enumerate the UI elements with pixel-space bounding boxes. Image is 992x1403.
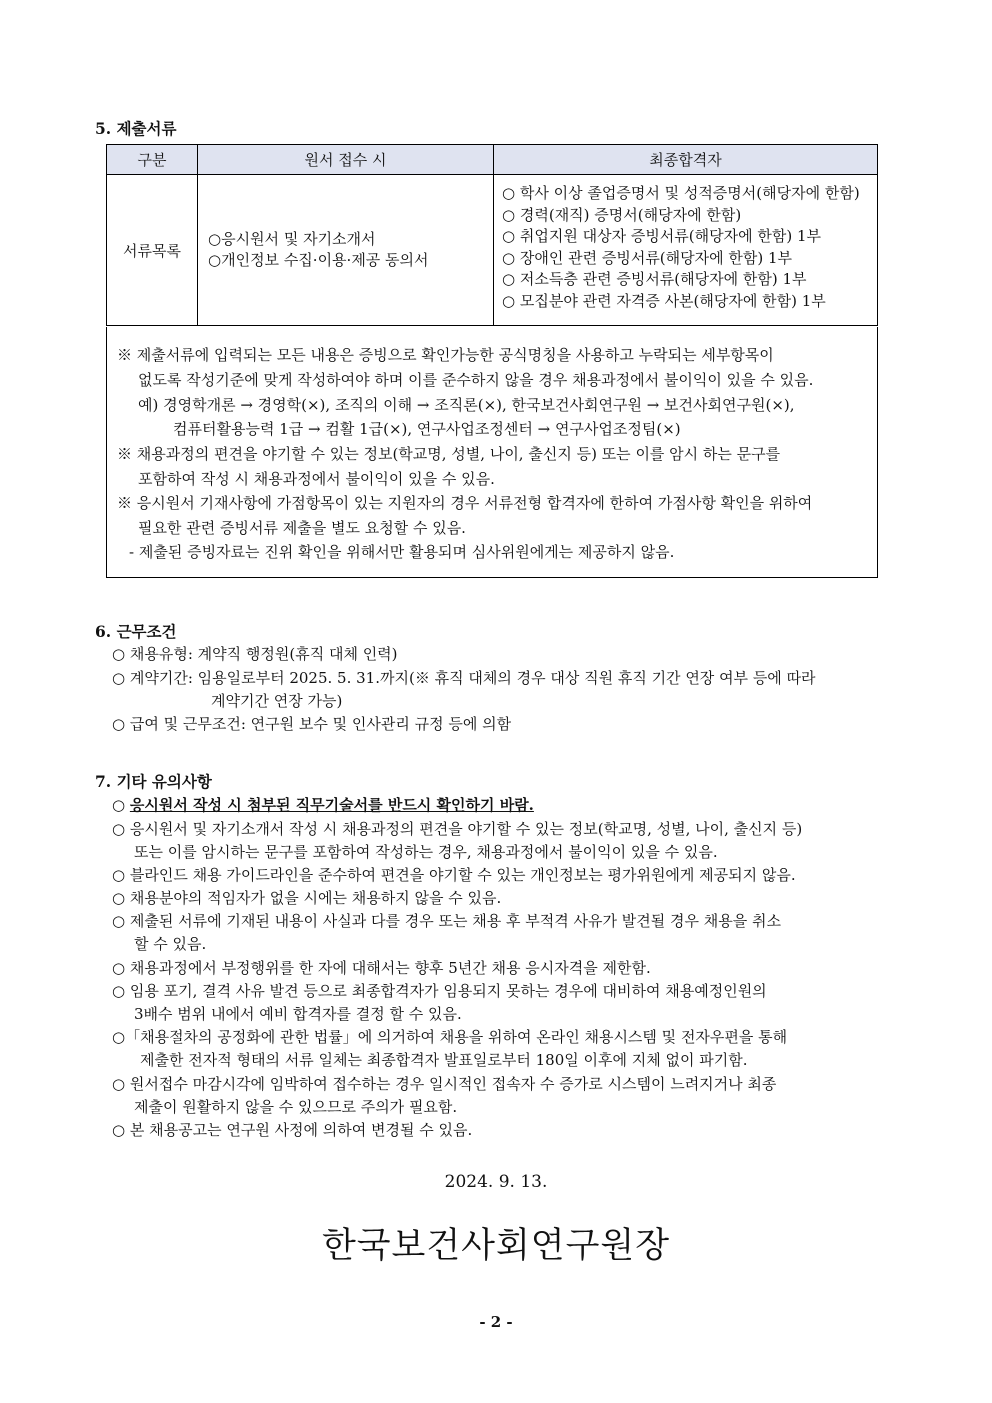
note-line: ※ 제출서류에 입력되는 모든 내용은 증빙으로 확인가능한 공식명칭을 사용하고 누락되는 세부항목이: [117, 346, 774, 364]
note-line: 필요한 관련 증빙서류 제출을 별도 요청할 수 있음.: [138, 519, 466, 537]
final-item: ○ 경력(재직) 증명서(해당자에 한함): [502, 205, 742, 224]
note-line: - 제출된 증빙자료는 진위 확인을 위해서만 활용되며 심사위원에게는 제공하지 않음.: [129, 543, 675, 561]
final-item: ○ 학사 이상 졸업증명서 및 성적증명서(해당자에 한함): [502, 184, 860, 202]
notice-item: ○「채용절차의 공정화에 관한 법률」에 의거하여 채용을 위하여 온라인 채용시스템 및 전자우편을 통해: [112, 1028, 788, 1046]
notice-item-continued: 3배수 범위 내에서 예비 합격자를 결정 할 수 있음.: [134, 1005, 462, 1023]
note-line: ※ 채용과정의 편견을 야기할 수 있는 정보(학교명, 성별, 나이, 출신지 등) 또는 이를 암시 하는 문구를: [117, 445, 781, 463]
final-item: ○ 모집분야 관련 자격증 사본(해당자에 한함) 1부: [502, 291, 826, 310]
notice-item-continued: 제출이 원활하지 않을 수 있으므로 주의가 필요함.: [134, 1098, 458, 1116]
final-item: ○ 장애인 관련 증빙서류(해당자에 한함) 1부: [502, 248, 793, 267]
final-item: ○ 저소득층 관련 증빙서류(해당자에 한함) 1부: [502, 270, 807, 288]
note-line: 컴퓨터활용능력 1급 → 컴활 1급(×), 연구사업조정센터 → 연구사업조정팀(×): [173, 420, 681, 438]
section-7-title: 7. 기타 유의사항: [95, 772, 212, 791]
table-header-category: 구분: [107, 145, 198, 175]
notice-item: ○ 임용 포기, 결격 사유 발견 등으로 최종합격자가 임용되지 못하는 경우에 대비하여 채용예정인원의: [112, 982, 767, 1000]
table-header-application: 원서 접수 시: [198, 145, 494, 175]
condition-item: ○ 계약기간: 임용일로부터 2025. 5. 31.까지(※ 휴직 대체의 경우 대상 직원 휴직 기간 연장 여부 등에 따라: [112, 669, 816, 687]
note-line: 없도록 작성기준에 맞게 작성하여야 하며 이를 준수하지 않을 경우 채용과정에서 불이익이 있을 수 있음.: [138, 371, 814, 389]
notice-item: ○ 블라인드 채용 가이드라인을 준수하여 편견을 야기할 수 있는 개인정보는 평가위원에게 제공되지 않음.: [112, 866, 796, 884]
section-6: [95, 620, 895, 642]
notice-item-continued: 할 수 있음.: [134, 935, 207, 953]
application-item: ○응시원서 및 자기소개서: [208, 229, 376, 248]
documents-table: [106, 144, 878, 326]
application-item: ○개인정보 수집·이용·제공 동의서: [208, 251, 429, 269]
notice-item: ○ 원서접수 마감시각에 임박하여 접수하는 경우 일시적인 접속자 수 증가로 시스템이 느려지거나 최종: [112, 1075, 777, 1093]
section-7: [95, 770, 895, 792]
notes-box: [106, 327, 878, 578]
notice-item-continued: 또는 이를 암시하는 문구를 포함하여 작성하는 경우, 채용과정에서 불이익이 있을 수 있음.: [134, 843, 718, 861]
page-number: - 2 -: [479, 1313, 513, 1331]
notice-item-continued: 제출한 전자적 형태의 서류 일체는 최종합격자 발표일로부터 180일 이후에 지체 없이 파기함.: [140, 1051, 748, 1069]
announcement-date: 2024. 9. 13.: [444, 1172, 548, 1192]
row-label: 서류목록: [107, 175, 198, 326]
notice-item: ○ 채용과정에서 부정행위를 한 자에 대해서는 향후 5년간 채용 응시자격을 제한함.: [112, 959, 651, 977]
condition-item-continued: 계약기간 연장 가능): [211, 692, 343, 710]
notice-item: ○ 응시원서 및 자기소개서 작성 시 채용과정의 편견을 야기할 수 있는 정보(학교명, 성별, 나이, 출신지 등): [112, 820, 803, 838]
emphasis-text: 응시원서 작성 시 첨부된 직무기술서를 반드시 확인하기 바람.: [129, 796, 534, 814]
organization-signature: 한국보건사회연구원장: [321, 1226, 671, 1266]
final-item: ○ 취업지원 대상자 증빙서류(해당자에 한함) 1부: [502, 227, 821, 245]
application-documents: [198, 175, 494, 326]
condition-item: ○ 채용유형: 계약직 행정원(휴직 대체 인력): [112, 645, 398, 663]
note-line: 예) 경영학개론 → 경영학(×), 조직의 이해 → 조직론(×), 한국보건사회연구원 → 보건사회연구원(×),: [138, 396, 795, 414]
note-line: 포함하여 작성 시 채용과정에서 불이익이 있을 수 있음.: [138, 470, 495, 488]
bullet: ○: [112, 796, 126, 814]
emphasis-item: [112, 794, 534, 815]
notice-item: ○ 제출된 서류에 기재된 내용이 사실과 다를 경우 또는 채용 후 부적격 사유가 발견될 경우 채용을 취소: [112, 912, 781, 930]
section-5-title: 5. 제출서류: [95, 119, 177, 138]
note-line: ※ 응시원서 기재사항에 가점항목이 있는 지원자의 경우 서류전형 합격자에 한하여 가점사항 확인을 위하여: [117, 494, 813, 512]
notice-item: ○ 채용분야의 적임자가 없을 시에는 채용하지 않을 수 있음.: [112, 889, 502, 907]
section-5: [95, 117, 895, 139]
table-header-final: 최종합격자: [494, 145, 878, 175]
section-6-title: 6. 근무조건: [95, 622, 177, 641]
final-documents: [494, 175, 878, 326]
condition-item: ○ 급여 및 근무조건: 연구원 보수 및 인사관리 규정 등에 의함: [112, 715, 512, 733]
notice-item: ○ 본 채용공고는 연구원 사정에 의하여 변경될 수 있음.: [112, 1121, 473, 1139]
